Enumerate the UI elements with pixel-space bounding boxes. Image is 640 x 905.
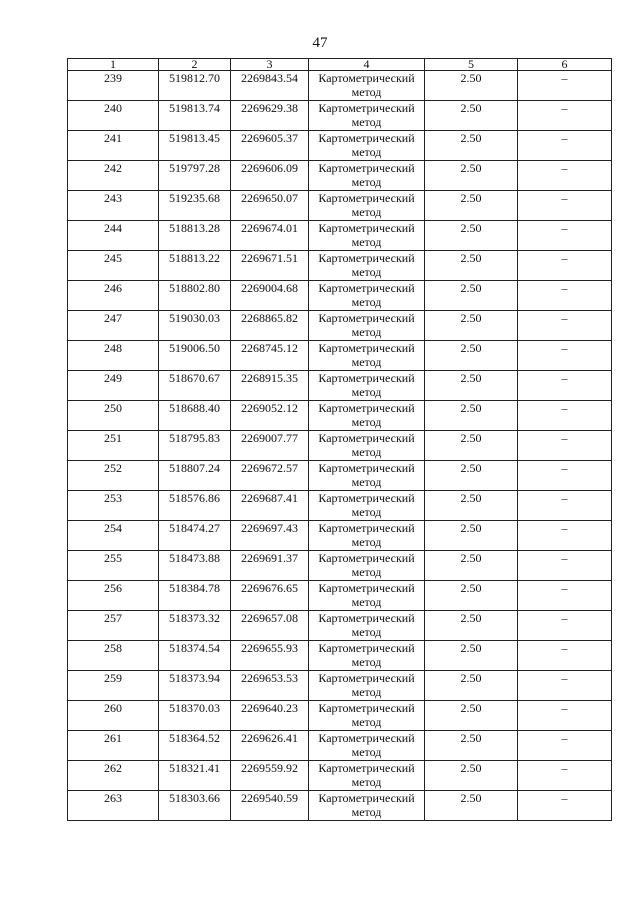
- table-row: [68, 251, 612, 281]
- cell-y-coordinate: 519235.68: [159, 191, 231, 221]
- cell-x-coordinate: 2269004.68: [231, 281, 309, 311]
- cell-y-coordinate: 518795.83: [159, 431, 231, 461]
- cell-note: –: [518, 161, 612, 191]
- cell-method: Картометрический метод: [309, 71, 425, 101]
- cell-note: –: [518, 131, 612, 161]
- cell-point-number: 239: [68, 71, 159, 101]
- header-col-4: 4: [309, 59, 425, 71]
- cell-point-number: 252: [68, 461, 159, 491]
- header-col-6: 6: [518, 59, 612, 71]
- cell-point-number: 240: [68, 101, 159, 131]
- cell-x-coordinate: 2269672.57: [231, 461, 309, 491]
- cell-x-coordinate: 2268745.12: [231, 341, 309, 371]
- cell-method: Картометрический метод: [309, 791, 425, 821]
- cell-precision: 2.50: [425, 251, 518, 281]
- cell-point-number: 263: [68, 791, 159, 821]
- table-row: [68, 701, 612, 731]
- cell-x-coordinate: 2268915.35: [231, 371, 309, 401]
- cell-precision: 2.50: [425, 521, 518, 551]
- cell-note: –: [518, 101, 612, 131]
- header-col-5: 5: [425, 59, 518, 71]
- cell-point-number: 262: [68, 761, 159, 791]
- table-row: [68, 551, 612, 581]
- cell-method: Картометрический метод: [309, 221, 425, 251]
- cell-method: Картометрический метод: [309, 371, 425, 401]
- cell-point-number: 248: [68, 341, 159, 371]
- cell-precision: 2.50: [425, 461, 518, 491]
- cell-point-number: 256: [68, 581, 159, 611]
- cell-note: –: [518, 431, 612, 461]
- cell-precision: 2.50: [425, 161, 518, 191]
- cell-x-coordinate: 2269843.54: [231, 71, 309, 101]
- cell-method: Картометрический метод: [309, 581, 425, 611]
- cell-note: –: [518, 341, 612, 371]
- cell-x-coordinate: 2269657.08: [231, 611, 309, 641]
- cell-method: Картометрический метод: [309, 671, 425, 701]
- cell-y-coordinate: 518802.80: [159, 281, 231, 311]
- cell-x-coordinate: 2269606.09: [231, 161, 309, 191]
- table-header: [68, 59, 612, 71]
- cell-y-coordinate: 518374.54: [159, 641, 231, 671]
- table-row: [68, 761, 612, 791]
- cell-point-number: 251: [68, 431, 159, 461]
- cell-precision: 2.50: [425, 611, 518, 641]
- cell-y-coordinate: 518373.32: [159, 611, 231, 641]
- table-row: [68, 191, 612, 221]
- table-row: [68, 281, 612, 311]
- header-col-3: 3: [231, 59, 309, 71]
- cell-precision: 2.50: [425, 401, 518, 431]
- cell-method: Картометрический метод: [309, 641, 425, 671]
- table-row: [68, 611, 612, 641]
- cell-x-coordinate: 2269653.53: [231, 671, 309, 701]
- cell-x-coordinate: 2268865.82: [231, 311, 309, 341]
- cell-method: Картометрический метод: [309, 521, 425, 551]
- cell-x-coordinate: 2269650.07: [231, 191, 309, 221]
- cell-precision: 2.50: [425, 791, 518, 821]
- cell-x-coordinate: 2269691.37: [231, 551, 309, 581]
- cell-note: –: [518, 701, 612, 731]
- cell-precision: 2.50: [425, 191, 518, 221]
- table-row: [68, 731, 612, 761]
- cell-precision: 2.50: [425, 431, 518, 461]
- cell-precision: 2.50: [425, 671, 518, 701]
- cell-point-number: 247: [68, 311, 159, 341]
- cell-x-coordinate: 2269559.92: [231, 761, 309, 791]
- cell-y-coordinate: 518303.66: [159, 791, 231, 821]
- cell-method: Картометрический метод: [309, 551, 425, 581]
- cell-y-coordinate: 519006.50: [159, 341, 231, 371]
- cell-precision: 2.50: [425, 311, 518, 341]
- cell-point-number: 245: [68, 251, 159, 281]
- cell-x-coordinate: 2269640.23: [231, 701, 309, 731]
- cell-point-number: 261: [68, 731, 159, 761]
- cell-precision: 2.50: [425, 761, 518, 791]
- cell-method: Картометрический метод: [309, 101, 425, 131]
- cell-precision: 2.50: [425, 341, 518, 371]
- cell-method: Картометрический метод: [309, 401, 425, 431]
- cell-precision: 2.50: [425, 641, 518, 671]
- cell-x-coordinate: 2269626.41: [231, 731, 309, 761]
- cell-method: Картометрический метод: [309, 761, 425, 791]
- cell-note: –: [518, 551, 612, 581]
- table-row: [68, 131, 612, 161]
- cell-method: Картометрический метод: [309, 131, 425, 161]
- cell-point-number: 259: [68, 671, 159, 701]
- cell-note: –: [518, 791, 612, 821]
- cell-note: –: [518, 191, 612, 221]
- cell-method: Картометрический метод: [309, 311, 425, 341]
- cell-y-coordinate: 519030.03: [159, 311, 231, 341]
- cell-precision: 2.50: [425, 581, 518, 611]
- table-row: [68, 581, 612, 611]
- cell-y-coordinate: 518813.22: [159, 251, 231, 281]
- cell-x-coordinate: 2269540.59: [231, 791, 309, 821]
- cell-note: –: [518, 731, 612, 761]
- cell-note: –: [518, 491, 612, 521]
- cell-y-coordinate: 519813.74: [159, 101, 231, 131]
- table-row: [68, 311, 612, 341]
- table-row: [68, 491, 612, 521]
- cell-x-coordinate: 2269629.38: [231, 101, 309, 131]
- cell-note: –: [518, 251, 612, 281]
- cell-precision: 2.50: [425, 71, 518, 101]
- cell-point-number: 257: [68, 611, 159, 641]
- cell-note: –: [518, 641, 612, 671]
- cell-precision: 2.50: [425, 551, 518, 581]
- cell-precision: 2.50: [425, 491, 518, 521]
- cell-x-coordinate: 2269671.51: [231, 251, 309, 281]
- header-col-1: 1: [68, 59, 159, 71]
- table-row: [68, 791, 612, 821]
- table-row: [68, 101, 612, 131]
- cell-precision: 2.50: [425, 281, 518, 311]
- cell-x-coordinate: 2269052.12: [231, 401, 309, 431]
- cell-y-coordinate: 519797.28: [159, 161, 231, 191]
- cell-x-coordinate: 2269655.93: [231, 641, 309, 671]
- cell-y-coordinate: 518364.52: [159, 731, 231, 761]
- cell-x-coordinate: 2269697.43: [231, 521, 309, 551]
- table-row: [68, 71, 612, 101]
- cell-point-number: 253: [68, 491, 159, 521]
- cell-y-coordinate: 518370.03: [159, 701, 231, 731]
- coordinates-table: [67, 58, 612, 821]
- cell-point-number: 246: [68, 281, 159, 311]
- table-row: [68, 341, 612, 371]
- cell-point-number: 255: [68, 551, 159, 581]
- table-row: [68, 641, 612, 671]
- cell-point-number: 242: [68, 161, 159, 191]
- table-row: [68, 371, 612, 401]
- cell-precision: 2.50: [425, 221, 518, 251]
- cell-note: –: [518, 611, 612, 641]
- cell-method: Картометрический метод: [309, 191, 425, 221]
- cell-method: Картометрический метод: [309, 281, 425, 311]
- cell-y-coordinate: 519813.45: [159, 131, 231, 161]
- table-row: [68, 161, 612, 191]
- table-row: [68, 431, 612, 461]
- cell-y-coordinate: 518373.94: [159, 671, 231, 701]
- cell-y-coordinate: 518670.67: [159, 371, 231, 401]
- cell-method: Картометрический метод: [309, 161, 425, 191]
- cell-precision: 2.50: [425, 701, 518, 731]
- cell-point-number: 260: [68, 701, 159, 731]
- cell-point-number: 243: [68, 191, 159, 221]
- cell-y-coordinate: 518576.86: [159, 491, 231, 521]
- cell-y-coordinate: 518474.27: [159, 521, 231, 551]
- cell-method: Картометрический метод: [309, 341, 425, 371]
- cell-note: –: [518, 761, 612, 791]
- page-number: 47: [312, 35, 328, 51]
- cell-x-coordinate: 2269007.77: [231, 431, 309, 461]
- cell-x-coordinate: 2269674.01: [231, 221, 309, 251]
- table-row: [68, 401, 612, 431]
- cell-y-coordinate: 518807.24: [159, 461, 231, 491]
- cell-y-coordinate: 518688.40: [159, 401, 231, 431]
- cell-note: –: [518, 461, 612, 491]
- cell-note: –: [518, 401, 612, 431]
- table-row: [68, 671, 612, 701]
- header-col-2: 2: [159, 59, 231, 71]
- cell-precision: 2.50: [425, 731, 518, 761]
- cell-method: Картометрический метод: [309, 431, 425, 461]
- cell-note: –: [518, 371, 612, 401]
- cell-method: Картометрический метод: [309, 731, 425, 761]
- cell-x-coordinate: 2269687.41: [231, 491, 309, 521]
- cell-note: –: [518, 671, 612, 701]
- table-row: [68, 521, 612, 551]
- cell-point-number: 249: [68, 371, 159, 401]
- cell-note: –: [518, 581, 612, 611]
- cell-note: –: [518, 311, 612, 341]
- cell-precision: 2.50: [425, 371, 518, 401]
- header-row: [68, 59, 612, 71]
- table-body: [68, 71, 612, 821]
- cell-x-coordinate: 2269605.37: [231, 131, 309, 161]
- cell-method: Картометрический метод: [309, 611, 425, 641]
- cell-precision: 2.50: [425, 101, 518, 131]
- table-row: [68, 221, 612, 251]
- cell-y-coordinate: 518813.28: [159, 221, 231, 251]
- cell-precision: 2.50: [425, 131, 518, 161]
- cell-x-coordinate: 2269676.65: [231, 581, 309, 611]
- cell-y-coordinate: 518321.41: [159, 761, 231, 791]
- cell-y-coordinate: 519812.70: [159, 71, 231, 101]
- cell-y-coordinate: 518473.88: [159, 551, 231, 581]
- cell-point-number: 244: [68, 221, 159, 251]
- cell-method: Картометрический метод: [309, 701, 425, 731]
- cell-method: Картометрический метод: [309, 491, 425, 521]
- cell-point-number: 258: [68, 641, 159, 671]
- cell-method: Картометрический метод: [309, 461, 425, 491]
- cell-point-number: 250: [68, 401, 159, 431]
- table-row: [68, 461, 612, 491]
- cell-point-number: 254: [68, 521, 159, 551]
- cell-note: –: [518, 71, 612, 101]
- cell-point-number: 241: [68, 131, 159, 161]
- cell-note: –: [518, 521, 612, 551]
- cell-note: –: [518, 221, 612, 251]
- cell-method: Картометрический метод: [309, 251, 425, 281]
- cell-note: –: [518, 281, 612, 311]
- cell-y-coordinate: 518384.78: [159, 581, 231, 611]
